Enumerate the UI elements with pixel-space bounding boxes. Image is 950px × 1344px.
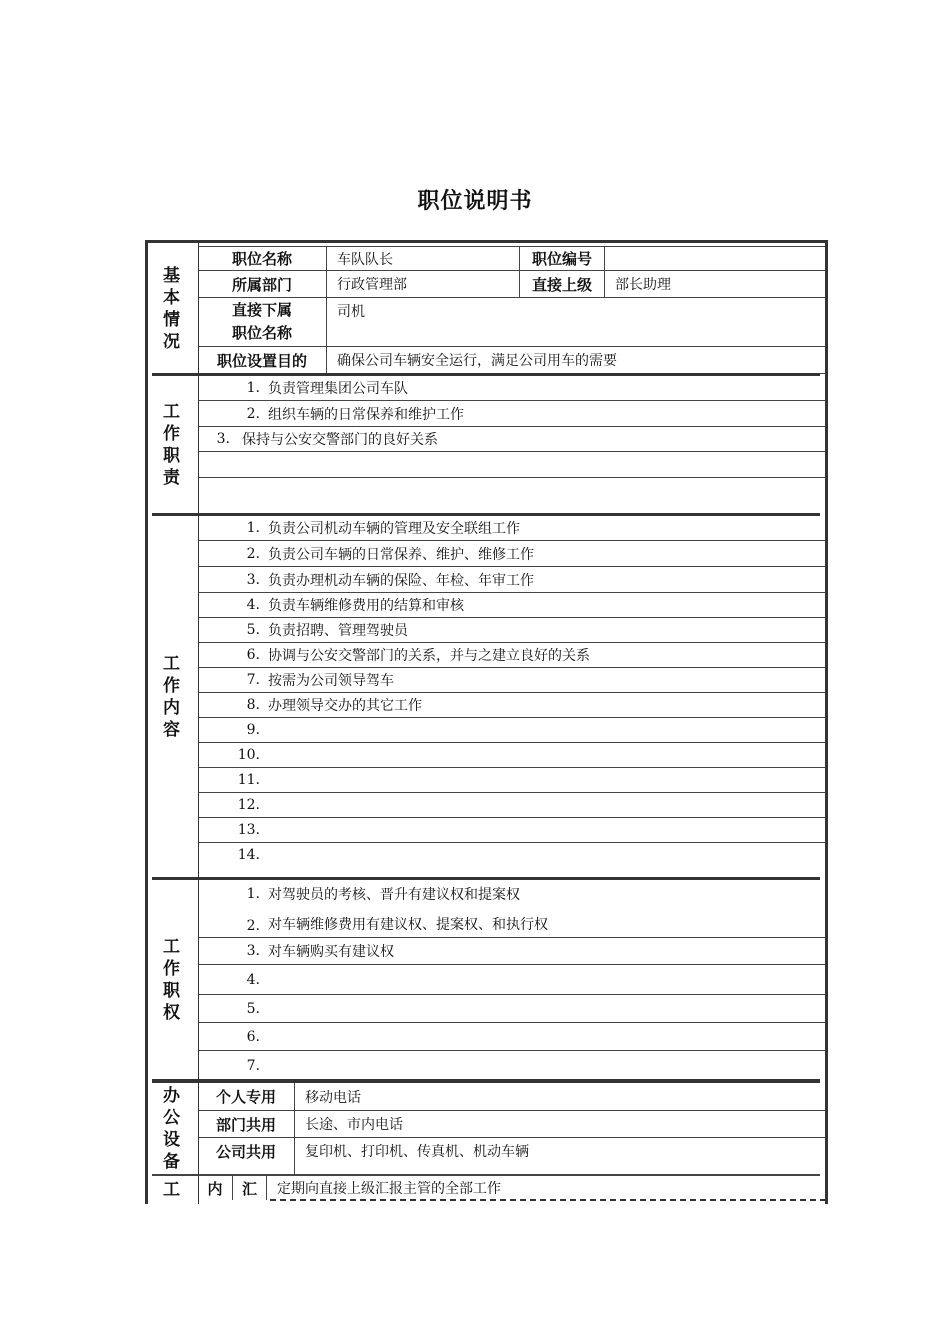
dept-equipment-value: 长途、市内电话 <box>305 1117 403 1133</box>
job-name-label: 职位名称 <box>231 250 292 268</box>
authority-item-num: 6. <box>246 1028 260 1045</box>
job-no-label: 职位编号 <box>531 250 592 268</box>
authority-item <box>198 908 825 938</box>
content-item-num: 12. <box>237 797 260 813</box>
authority-item-num: 7. <box>246 1057 260 1074</box>
content-item-text: 负责招聘、管理驾驶员 <box>268 623 408 639</box>
content-item <box>198 768 825 793</box>
purpose-label: 职位设置目的 <box>216 351 307 370</box>
dept-equipment-label: 部门共用 <box>215 1115 276 1134</box>
authority-item-num: 5. <box>246 1000 260 1017</box>
duty-item-num: 3. <box>216 431 230 447</box>
duty-item-num: 1. <box>246 380 260 396</box>
dept-value: 行政管理部 <box>337 277 407 293</box>
content-item-num: 5. <box>246 622 260 638</box>
row-personal-equipment <box>198 1083 825 1111</box>
superior-label: 直接上级 <box>531 275 592 294</box>
content-item-text: 协调与公安交警部门的关系，并与之建立良好的关系 <box>268 648 590 664</box>
dashed-divider <box>270 1199 826 1201</box>
authority-item-num: 4. <box>246 971 260 988</box>
authority-item <box>198 1023 825 1051</box>
content-item-num: 10. <box>237 747 260 763</box>
content-item-num: 2. <box>246 545 260 562</box>
authority-item-text: 对车辆购买有建议权 <box>268 944 394 960</box>
duty-item-text: 保持与公安交警部门的良好关系 <box>242 432 438 448</box>
authority-item <box>198 965 825 995</box>
subordinates-value: 司机 <box>337 304 365 320</box>
duty-item <box>198 478 825 514</box>
subordinates-label-1: 直接下属 <box>231 301 292 319</box>
content-item-num: 3. <box>246 571 260 588</box>
report-label: 汇 <box>241 1179 257 1198</box>
row-subordinates <box>198 298 825 347</box>
personal-equipment-label: 个人专用 <box>215 1088 276 1106</box>
row-purpose <box>198 347 825 374</box>
content-item <box>198 668 825 693</box>
content-item <box>198 743 825 768</box>
content-item-num: 14. <box>237 847 260 863</box>
content-item <box>198 718 825 743</box>
authority-item <box>198 938 825 965</box>
duty-item-num: 2. <box>246 405 260 422</box>
section-authority-label: 工作职权 <box>145 880 199 1080</box>
content-item <box>198 567 825 593</box>
section-content-label: 工作内容 <box>145 516 199 878</box>
purpose-value: 确保公司车辆安全运行，满足公司用车的需要 <box>337 353 617 369</box>
row-dept-equipment <box>198 1111 825 1138</box>
content-item-text: 负责车辆维修费用的结算和审核 <box>268 598 464 614</box>
authority-item-num: 2. <box>246 918 260 934</box>
authority-item <box>198 880 825 908</box>
row-company-equipment <box>198 1138 825 1175</box>
authority-item <box>198 995 825 1023</box>
report-value: 定期向直接上级汇报主管的全部工作 <box>277 1181 501 1197</box>
duty-item <box>198 452 825 478</box>
dept-label: 所属部门 <box>231 275 292 294</box>
authority-item <box>198 1051 825 1080</box>
company-equipment-label: 公司共用 <box>215 1143 276 1161</box>
duty-item-text: 组织车辆的日常保养和维护工作 <box>268 406 464 423</box>
content-item-text: 按需为公司领导驾车 <box>268 673 394 689</box>
section-duties-label: 工作职责 <box>145 376 199 514</box>
duty-item <box>198 401 825 427</box>
content-item <box>198 843 825 878</box>
content-item-text: 办理领导交办的其它工作 <box>268 698 422 714</box>
content-item <box>198 618 825 643</box>
document-title: 职位说明书 <box>417 189 533 214</box>
content-item <box>198 593 825 618</box>
duty-item <box>198 427 825 452</box>
content-item <box>198 793 825 818</box>
job-name-value: 车队队长 <box>337 251 393 268</box>
authority-item-num: 3. <box>246 943 260 959</box>
superior-value: 部长助理 <box>615 277 671 293</box>
content-item-text: 负责公司车辆的日常保养、维护、维修工作 <box>268 546 534 563</box>
section-equipment-label: 办公设备 <box>145 1083 199 1175</box>
content-item <box>198 693 825 718</box>
content-item-text: 负责办理机动车辆的保险、年检、年审工作 <box>268 572 534 589</box>
section-relations-label: 工 <box>145 1176 199 1204</box>
content-item-num: 7. <box>246 672 260 688</box>
content-item <box>198 516 825 541</box>
content-item-num: 8. <box>246 697 260 713</box>
content-item <box>198 541 825 567</box>
personal-equipment-value: 移动电话 <box>305 1089 361 1106</box>
content-item-num: 13. <box>237 822 260 838</box>
subordinates-label-2: 职位名称 <box>231 324 292 342</box>
section-basic-label: 基本情况 <box>145 243 199 374</box>
content-item-text: 负责公司机动车辆的管理及安全联组工作 <box>268 521 520 537</box>
content-item-num: 4. <box>246 597 260 613</box>
authority-item-text: 对驾驶员的考核、晋升有建议权和提案权 <box>268 887 520 903</box>
content-item-num: 9. <box>246 722 260 738</box>
duty-item-text: 负责管理集团公司车队 <box>268 381 408 397</box>
content-item-num: 11. <box>237 772 260 788</box>
content-item <box>198 643 825 668</box>
content-item <box>198 818 825 843</box>
row-report <box>198 1176 825 1200</box>
authority-item-num: 1. <box>246 886 260 902</box>
company-equipment-value: 复印机、打印机、传真机、机动车辆 <box>305 1144 529 1160</box>
authority-item-text: 对车辆维修费用有建议权、提案权、和执行权 <box>268 917 548 933</box>
row-job-name <box>198 246 825 271</box>
content-item-num: 1. <box>246 520 260 536</box>
duty-item <box>198 376 825 401</box>
content-item-num: 6. <box>246 647 260 663</box>
inner-label: 内 <box>207 1179 223 1198</box>
row-dept <box>198 271 825 298</box>
